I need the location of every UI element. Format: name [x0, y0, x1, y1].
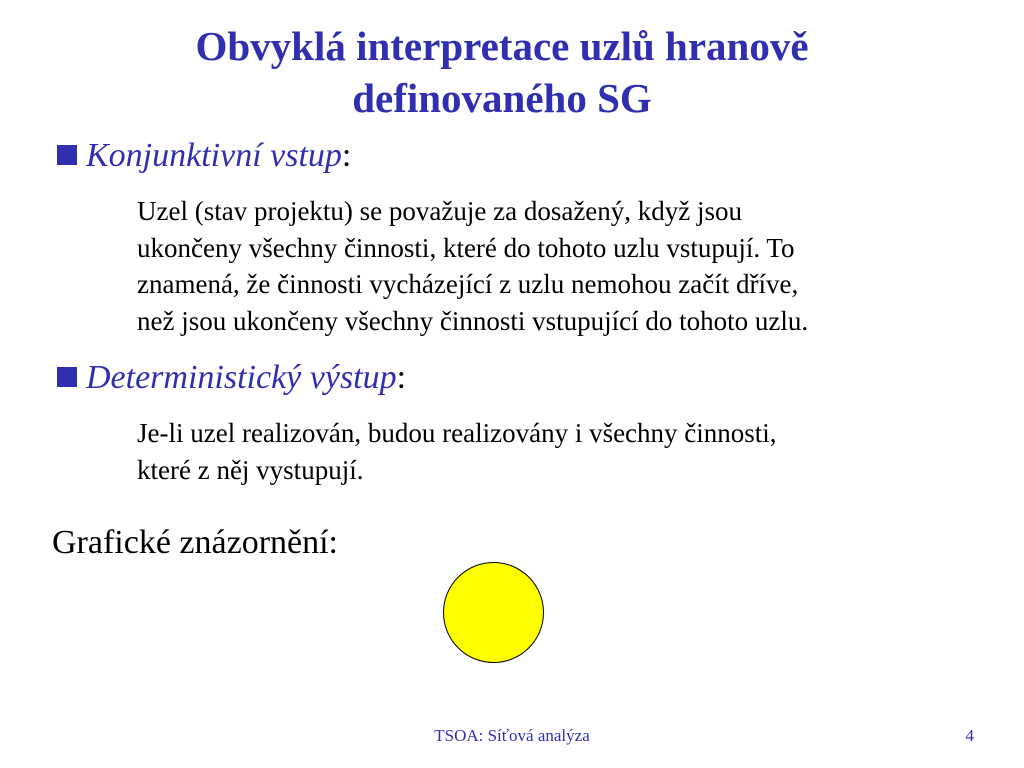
slide-title-line: definovaného SG	[352, 75, 652, 121]
description-line: znamená, že činnosti vycházející z uzlu nemohou začít dříve,	[137, 269, 799, 299]
description-line: Uzel (stav projektu) se považuje za dosažený, když jsou	[137, 196, 743, 226]
description-line: než jsou ukončeny všechny činnosti vstupující do tohoto uzlu.	[137, 305, 809, 336]
bullet-konjunktivni-vstup	[57, 136, 351, 176]
square-bullet-icon	[57, 145, 77, 165]
slide-title-line: Obvyklá interpretace uzlů hranově	[195, 23, 809, 69]
bullet-heading: Konjunktivní vstup	[86, 137, 342, 174]
slide-title	[112, 20, 892, 124]
square-bullet-icon	[57, 367, 77, 387]
bullet-description	[137, 193, 808, 339]
node-circle-graphic	[443, 562, 544, 663]
description-line: které z něj vystupují.	[137, 454, 364, 485]
bullet-deterministicky-vystup	[57, 358, 406, 398]
description-line: Je-li uzel realizován, budou realizovány i všechny činnosti,	[137, 418, 777, 448]
bullet-colon: :	[396, 359, 407, 396]
bullet-description	[137, 415, 777, 488]
bullet-colon: :	[341, 137, 352, 174]
graphic-label: Grafické znázornění:	[52, 524, 338, 561]
bullet-heading: Deterministický výstup	[86, 359, 397, 396]
description-line: ukončeny všechny činnosti, které do tohoto uzlu vstupují. To	[137, 232, 795, 263]
footer-text: TSOA: Síťová analýza	[434, 726, 590, 745]
page-number: 4	[965, 726, 974, 745]
